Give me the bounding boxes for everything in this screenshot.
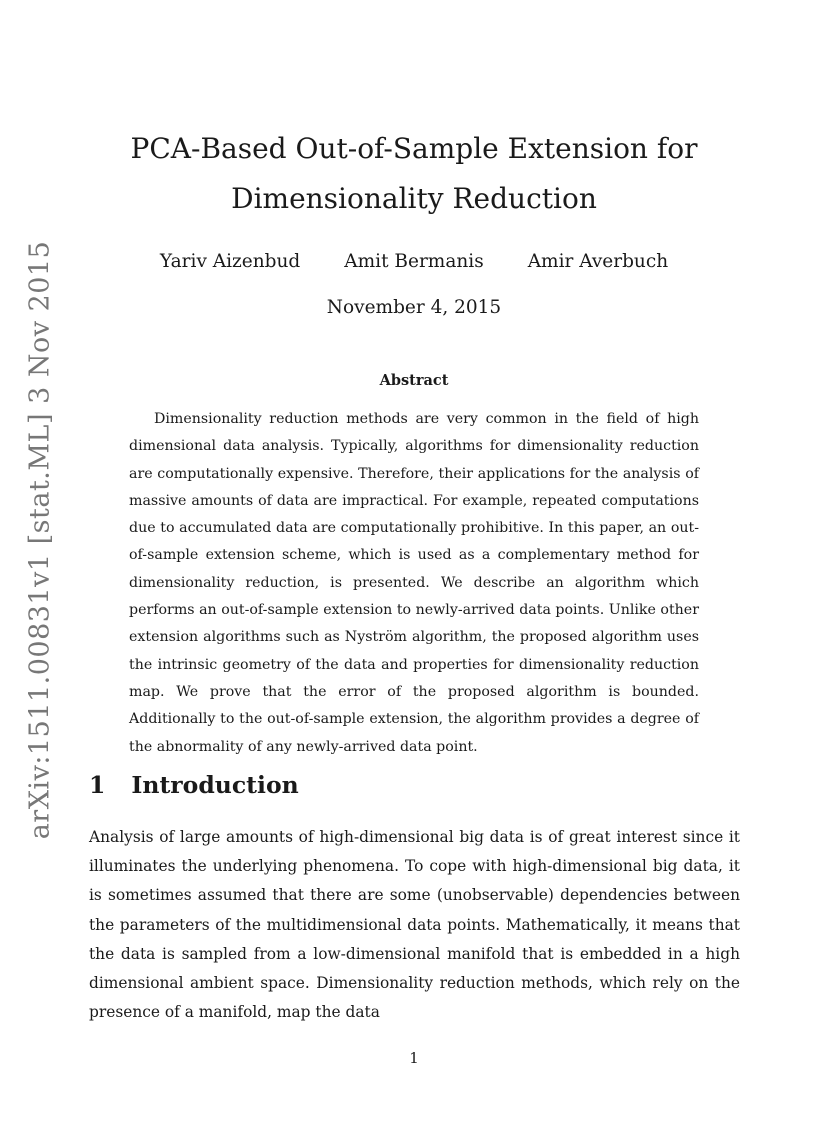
introduction-text: Analysis of large amounts of high-dimensional big data is of great interest since it illuminates the underlying phenomena. To cope with high-dimensional big data, it is sometimes assumed that there are some (unobservable) dependencies between the parameters of the multidimensional data points. Mathematically, it means that the data is sampled from a low-dimensional manifold that is embedded in a high dimensional ambient space. Dimensionality reduction methods, which rely on the presence of a manifold, map the data [89,828,740,1022]
title-line-2: Dimensionality Reduction [231,182,597,215]
page-number: 1 [409,1049,419,1067]
author-list [89,251,739,272]
section-title: Introduction [131,771,299,799]
abstract-text: Dimensionality reduction methods are very common in the field of high dimensional data analysis. Typically, algorithms for dimensionality reduction are computationally expensive. Therefore, their applications for the analysis of massive amounts of data are impractical. For example, repeated computations due to accumulated data are computationally prohibitive. In this paper, an out-of-sample extension scheme, which is used as a complementary method for dimensionality reduction, is presented. We describe an algorithm which performs an out-of-sample extension to newly-arrived data points. Unlike other extension algorithms such as Nyström algorithm, the proposed algorithm uses the intrinsic geometry of the data and properties for dimensionality reduction map. We prove that the error of the proposed algorithm is bounded. Additionally to the out-of-sample extension, the algorithm provides a degree of the abnormality of any newly-arrived data point. [129,411,699,755]
author-name: Yariv Aizenbud [159,251,301,272]
publication-date: November 4, 2015 [326,297,502,318]
author-name: Amit Bermanis [344,251,484,272]
section-number: 1 [89,771,106,799]
abstract-heading: Abstract [379,372,449,389]
author-name: Amir Averbuch [527,251,669,272]
arxiv-identifier-stamp: arXiv:1511.00831v1 [stat.ML] 3 Nov 2015 [24,240,56,840]
paper-title [89,124,739,224]
section-heading [89,771,299,799]
title-line-1: PCA-Based Out-of-Sample Extension for [130,132,698,165]
